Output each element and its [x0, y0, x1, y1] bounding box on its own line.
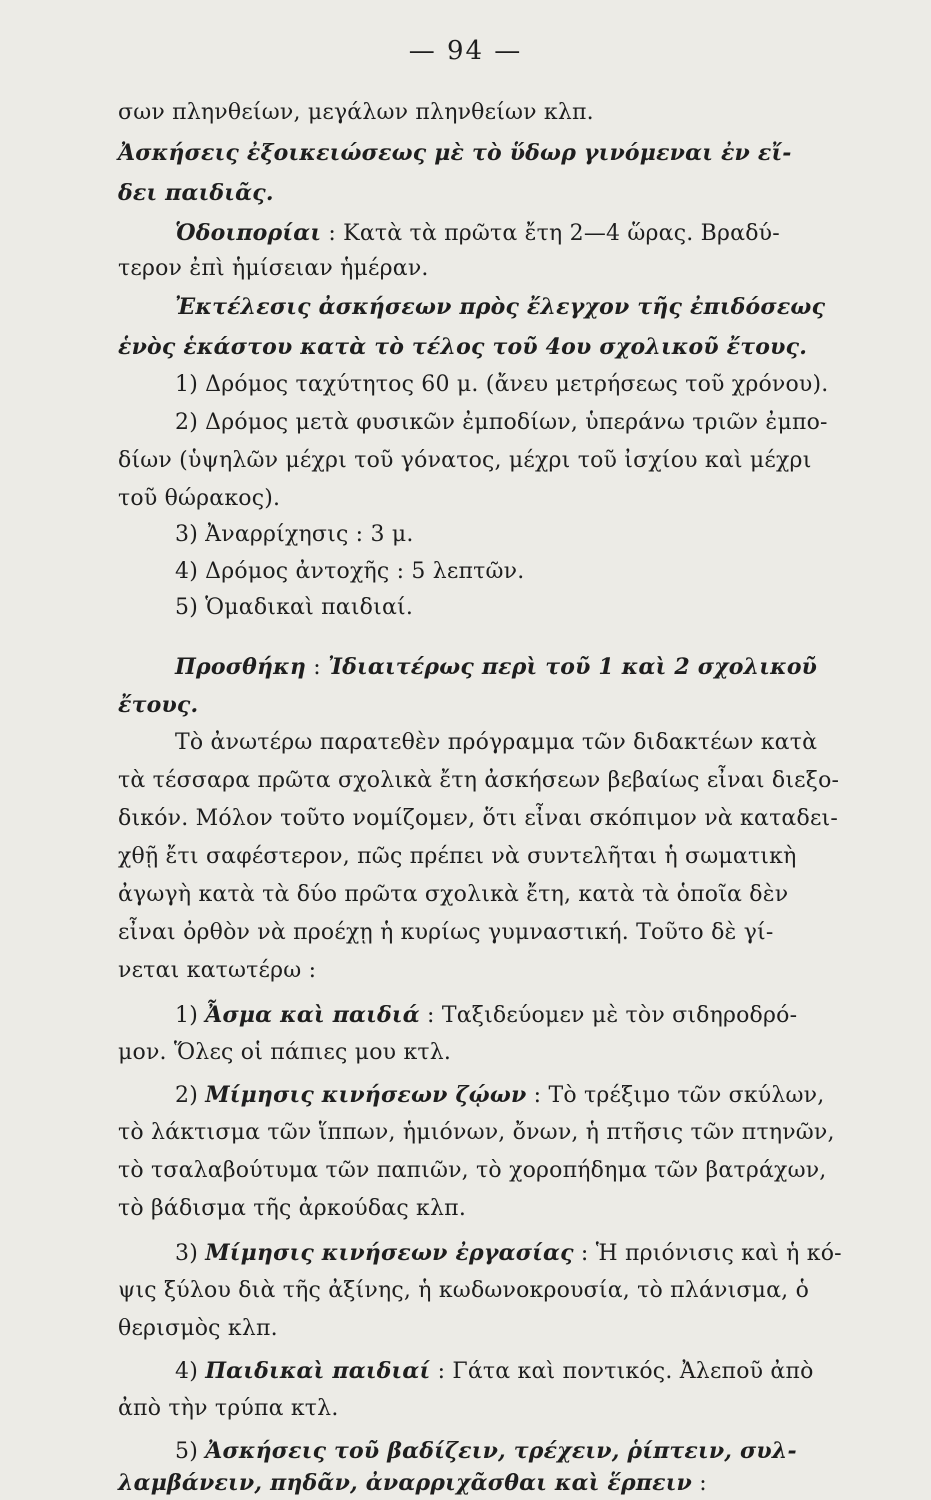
list-item: 2) Μίμησις κινήσεων ζῴων : Τὸ τρέξιμο τῶν σκύλων, [175, 1082, 825, 1108]
section-heading: ἔτους. [118, 692, 199, 718]
text-line: δικόν. Μόλον τοῦτο νομίζομεν, ὅτι εἶναι σκόπιμον νὰ καταδει- [118, 806, 838, 831]
list-item: 5) Ἀσκήσεις τοῦ βαδίζειν, τρέχειν, ῥίπτειν, συλ- [175, 1438, 797, 1464]
list-item: 5) Ὁμαδικαὶ παιδιαί. [175, 595, 414, 620]
text-line: ἀγωγὴ κατὰ τὰ δύο πρῶτα σχολικὰ ἔτη, κατὰ τὰ ὁποῖα δὲν [118, 882, 789, 907]
heading-line: λαμβάνειν, πηδᾶν, ἀναρριχᾶσθαι καὶ ἕρπειν : [118, 1470, 707, 1496]
text-line: τοῦ θώρακος). [118, 486, 281, 511]
list-item: 4) Δρόμος ἀντοχῆς : 5 λεπτῶν. [175, 559, 525, 584]
heading-line: ἑνὸς ἑκάστου κατὰ τὸ τέλος τοῦ 4ου σχολικοῦ ἔτους. [118, 334, 808, 360]
list-item: 2) Δρόμος μετὰ φυσικῶν ἐμποδίων, ὑπεράνω τριῶν ἐμπο- [175, 410, 828, 435]
text-line: δίων (ὑψηλῶν μέχρι τοῦ γόνατος, μέχρι τοῦ ἰσχίου καὶ μέχρι [118, 448, 812, 473]
text-line: σων πληνθείων, μεγάλων πληνθείων κλπ. [118, 100, 594, 125]
text-line: τὰ τέσσαρα πρῶτα σχολικὰ ἔτη ἀσκήσεων βεβαίως εἶναι διεξο- [118, 768, 840, 793]
heading-line: δει παιδιᾶς. [118, 180, 274, 206]
text-line: νεται κατωτέρω : [118, 958, 317, 983]
text-line: τὸ λάκτισμα τῶν ἵππων, ἡμιόνων, ὄνων, ἡ πτῆσις τῶν πτηνῶν, [118, 1120, 835, 1145]
text-line: ἀπὸ τὴν τρύπα κτλ. [118, 1396, 339, 1421]
text-line: τὸ τσαλαβούτυμα τῶν παπιῶν, τὸ χοροπήδημα τῶν βατράχων, [118, 1158, 827, 1183]
text-line: εἶναι ὀρθὸν νὰ προέχῃ ἡ κυρίως γυμναστική. Τοῦτο δὲ γί- [118, 920, 774, 945]
text-line: τὸ βάδισμα τῆς ἀρκούδας κλπ. [118, 1196, 467, 1221]
text-line: ψις ξύλου διὰ τῆς ἀξίνης, ἡ κωδωνοκρουσία, τὸ πλάνισμα, ὁ [118, 1278, 810, 1303]
list-item: 3) Ἀναρρίχησις : 3 μ. [175, 522, 414, 547]
heading-line: Ἀσκήσεις ἐξοικειώσεως μὲ τὸ ὕδωρ γινόμεναι ἐν εἴ- [118, 140, 792, 166]
list-item: 4) Παιδικαὶ παιδιαί : Γάτα καὶ ποντικός. Ἀλεποῦ ἀπὸ [175, 1358, 814, 1384]
text-line: θερισμὸς κλπ. [118, 1316, 278, 1341]
text-line: χθῇ ἔτι σαφέστερον, πῶς πρέπει νὰ συντελῆται ἡ σωματικὴ [118, 844, 797, 869]
heading-line: Ἐκτέλεσις ἀσκήσεων πρὸς ἔλεγχον τῆς ἐπιδόσεως [175, 294, 826, 320]
list-item: 1) Ἆσμα καὶ παιδιά : Ταξιδεύομεν μὲ τὸν σιδηροδρό- [175, 1002, 798, 1028]
section-heading: Προσθήκη : Ἰδιαιτέρως περὶ τοῦ 1 καὶ 2 σχολικοῦ [175, 654, 818, 680]
list-item: 3) Μίμησις κινήσεων ἐργασίας : Ἡ πριόνισις καὶ ἡ κό- [175, 1240, 842, 1266]
text-line: μον. Ὅλες οἱ πάπιες μου κτλ. [118, 1040, 452, 1065]
list-item: 1) Δρόμος ταχύτητος 60 μ. (ἄνευ μετρήσεως τοῦ χρόνου). [175, 372, 829, 397]
heading-line: Ὁδοιπορίαι : Κατὰ τὰ πρῶτα ἔτη 2—4 ὥρας. Βραδύ- [175, 220, 780, 246]
text-line: τερον ἐπὶ ἡμίσειαν ἡμέραν. [118, 256, 429, 281]
page-number: — 94 — [408, 36, 523, 66]
text-line: Τὸ ἀνωτέρω παρατεθὲν πρόγραμμα τῶν διδακτέων κατὰ [175, 730, 818, 755]
